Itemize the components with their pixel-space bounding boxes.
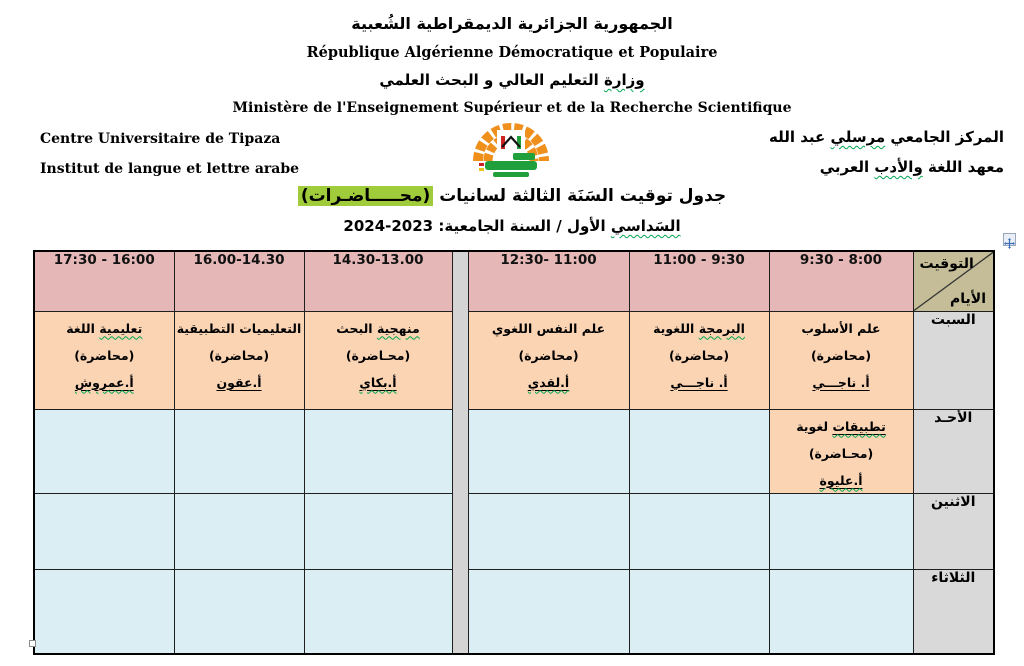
text-segment: لغوية [796,418,833,434]
republic-name-arabic-text: الجمهورية الجزائرية الديمقراطية الشُعبية [351,14,673,33]
subject-label [175,317,304,341]
underlined-wrap [820,473,863,488]
text-segment-squiggled: أ.عمروش [74,374,134,390]
timetable-cell[interactable] [304,311,452,409]
subject-label [469,317,629,341]
university-center-arabic [769,122,1004,152]
text-segment-squiggled: أ.بكاي [359,374,397,390]
text-segment: التعليميات التطبيقية [176,320,302,336]
day-cell[interactable]: الأحـد [913,409,994,493]
day-cell[interactable]: الاثنين [913,493,994,569]
teacher-name [305,371,452,395]
timetable-body [34,251,994,654]
title-text: جدول توقيت السَنَة الثالثة لسانيات [433,186,727,206]
timetable-cell[interactable] [34,311,174,409]
timetable-cell[interactable] [34,409,174,493]
timetable-cell[interactable] [769,569,913,654]
corner-cell[interactable] [913,251,994,311]
timetable-cell[interactable] [629,493,769,569]
subject-label [630,317,769,341]
session-type-label: (محاضرة) [668,347,730,363]
time-slot-header[interactable]: 12:30- 11:00 [468,251,629,311]
time-slot-header[interactable]: 14.30-13.00 [304,251,452,311]
semester-rest: الأول / السنة الجامعية: [433,217,611,235]
teacher-name [770,469,913,493]
day-cell[interactable]: السبت [913,311,994,409]
timetable-cell[interactable] [468,311,629,409]
institution-block-arabic [769,122,1004,182]
subject-label [35,317,174,341]
text-segment-squiggled: والأدب [874,158,923,176]
university-center-french: Centre Universitaire de Tipaza [40,131,281,147]
underlined-wrap [670,375,727,390]
time-slot-header[interactable]: 17:30 - 16:00 [34,251,174,311]
text-segment-squiggled: أ.لقدي [527,374,570,390]
text-segment-squiggled: تعليمية [99,320,143,336]
ministry-name-french-text: Ministère de l'Enseignement Supérieur et de la Recherche Scientifique [232,100,792,116]
timetable-cell[interactable] [174,409,304,493]
teacher-name [630,371,769,395]
institute-arabic [769,152,1004,182]
title-highlighted-lectures: (محـــــاضـرات) [298,186,433,206]
underlined-wrap [812,375,869,390]
teacher-name [175,371,304,395]
corner-label-days: الأيام [950,290,986,307]
semester-subtitle [0,217,1024,235]
subject-label [770,415,913,439]
text-segment: عبد الله [769,128,831,146]
timetable-cell[interactable] [468,569,629,654]
session-type-label: (محـاضرة) [808,445,874,461]
table-resize-handle-icon[interactable] [29,640,36,647]
timetable[interactable] [33,250,995,655]
table-move-handle-icon[interactable] [1003,233,1016,246]
timetable-cell[interactable] [468,409,629,493]
text-segment: العربي [819,158,875,176]
teacher-name [469,371,629,395]
text-segment: المركز الجامعي [885,128,1004,146]
subject-label [770,317,913,341]
text-segment-squiggled: البرمجة [698,320,745,336]
teacher-name [770,371,913,395]
institution-block-french [40,124,299,184]
session-type-label: (محاضرة) [74,347,135,363]
underlined-wrap [359,375,396,390]
underlined-wrap [75,375,134,390]
text-segment: أ.عقون [216,374,262,390]
timetable-cell[interactable] [34,569,174,654]
ministry-rest: التعليم العالي و البحث العلمي [379,71,605,89]
timetable-cell[interactable] [629,311,769,409]
semester-word-squiggled: السَداسي [610,217,681,235]
text-segment: اللغة [66,320,100,336]
timetable-cell[interactable] [174,493,304,569]
timetable-header-row [34,251,994,311]
republic-name-french-text: République Algérienne Démocratique et Populaire [306,44,718,61]
ministry-name-french [0,100,1024,116]
session-type-label: (محاضرة) [208,347,270,363]
timetable-cell[interactable] [304,409,452,493]
timetable-row [34,569,994,654]
timetable-cell[interactable] [468,493,629,569]
text-segment: اللغوية [653,320,699,336]
session-type-label: (محـاضرة) [345,347,411,363]
text-segment: أ. ناجـــي [670,374,728,390]
text-segment: أ. ناجـــي [812,374,870,390]
text-segment-squiggled: منهجية [376,320,420,336]
academic-year: 2024-2023 [343,217,434,235]
timetable-cell[interactable] [174,311,304,409]
timetable-cell[interactable] [629,409,769,493]
timetable-cell[interactable] [304,569,452,654]
time-slot-header[interactable]: 9:30 - 8:00 [769,251,913,311]
republic-name-french [0,44,1024,61]
timetable-row [34,311,994,409]
institute-french: Institut de langue et lettre arabe [40,161,300,177]
timetable-cell[interactable] [769,409,913,493]
session-type-label: (محاضرة) [518,347,579,363]
day-cell[interactable]: الثلاثاء [913,569,994,654]
text-segment-squiggled: مرسلي [830,128,886,146]
ministry-word-squiggled: وزارة [604,71,645,89]
timetable-row [34,409,994,493]
timetable-cell[interactable] [34,493,174,569]
session-type-label: (محاضرة) [810,347,872,363]
timetable-cell[interactable] [629,569,769,654]
separator-column [452,251,468,654]
text-segment: علم الأسلوب [801,320,881,336]
republic-name-arabic [0,14,1024,33]
underlined-wrap [528,375,569,390]
text-segment-squiggled: تطبيقات [832,418,886,434]
corner-label-time: التوقيت [919,256,974,272]
timetable-title [0,186,1024,206]
time-slot-header[interactable]: 11:00 - 9:30 [629,251,769,311]
timetable-cell[interactable] [769,311,913,409]
timetable-cell[interactable] [769,493,913,569]
underlined-wrap [216,375,261,390]
timetable-row [34,493,994,569]
timetable-cell[interactable] [174,569,304,654]
text-segment-squiggled: أ.عليوة [819,472,863,488]
timetable-cell[interactable] [304,493,452,569]
time-slot-header[interactable]: 16.00-14.30 [174,251,304,311]
subject-label [305,317,452,341]
text-segment: معهد اللغة [922,158,1004,176]
university-center-logo[interactable] [455,123,567,179]
text-segment: علم النفس اللغوي [491,320,606,336]
underlined-wrap [832,419,885,434]
text-segment: البحث [336,320,377,336]
ministry-name-arabic [0,71,1024,89]
teacher-name [35,371,174,395]
